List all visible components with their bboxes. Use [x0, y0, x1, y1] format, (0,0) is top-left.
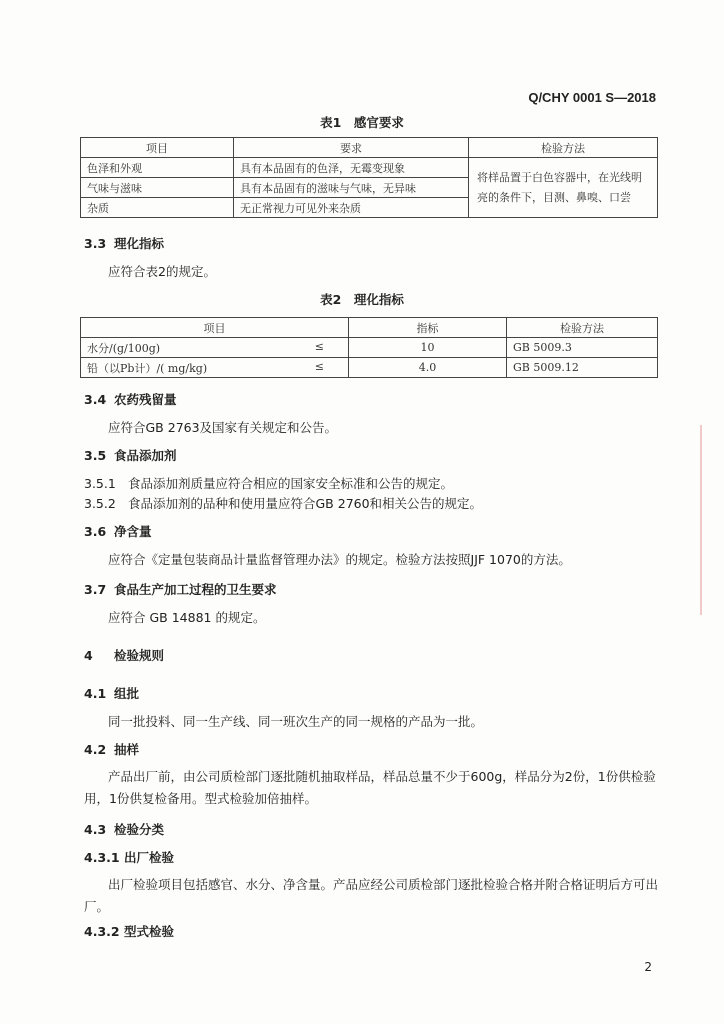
section-heading: 3.6 净含量: [84, 524, 152, 539]
section-heading: 4.1 组批: [84, 686, 140, 701]
page-number: 2: [644, 960, 652, 974]
paragraph: 出厂检验项目包括感官、水分、净含量。产品应经公司质检部门逐批检验合格并附合格证明后方可出厂。: [84, 877, 659, 914]
paragraph: 同一批投料、同一生产线、同一班次生产的同一规格的产品为一批。: [108, 714, 484, 729]
standard-code: Q/CHY 0001 S—2018: [528, 90, 656, 105]
table1-cell: 杂质: [81, 198, 234, 218]
section-heading: 3.7 食品生产加工过程的卫生要求: [84, 582, 277, 597]
table2-header: 项目: [81, 318, 349, 338]
table1-header: 项目: [81, 138, 234, 158]
table2-header: 指标: [349, 318, 507, 338]
table2-method: GB 5009.12: [507, 358, 658, 378]
seal-stamp: [700, 425, 724, 615]
section-heading: 4.3 检验分类: [84, 822, 165, 837]
paragraph: 产品出厂前，由公司质检部门逐批随机抽取样品，样品总量不少于600g，样品分为2份，1份供检验用，1份供复检备用。型式检验加倍抽样。: [84, 769, 656, 806]
section-heading: 3.3 理化指标: [84, 236, 165, 251]
table2-method: GB 5009.3: [507, 338, 658, 358]
table1-method: 将样品置于白色容器中，在光线明亮的条件下，目测、鼻嗅、口尝: [469, 158, 658, 218]
section-heading: 3.4 农药残留量: [84, 392, 177, 407]
table2-item: 水分/(g/100g) ≤: [81, 338, 349, 358]
table1-cell: 具有本品固有的色泽，无霉变现象: [234, 158, 469, 178]
table1-header: 检验方法: [469, 138, 658, 158]
table1-cell: 无正常视力可见外来杂质: [234, 198, 469, 218]
table2-item: 铅（以Pb计）/( mg/kg) ≤: [81, 358, 349, 378]
physchem-table: [80, 317, 658, 378]
list-item: 3.5.2 食品添加剂的品种和使用量应符合GB 2760和相关公告的规定。: [84, 496, 483, 511]
table2-caption: 表2 理化指标: [320, 292, 404, 307]
section-heading: 4.2 抽样: [84, 742, 140, 757]
paragraph: 应符合《定量包装商品计量监督管理办法》的规定。检验方法按照JJF 1070的方法。: [108, 552, 571, 567]
paragraph: 应符合表2的规定。: [108, 264, 216, 279]
table1-cell: 色泽和外观: [81, 158, 234, 178]
subsection-heading: 4.3.2 型式检验: [84, 924, 175, 939]
subsection-heading: 4.3.1 出厂检验: [84, 850, 175, 865]
table1-caption: 表1 感官要求: [320, 115, 404, 130]
sensory-table: [80, 137, 658, 218]
chapter-heading: 4 检验规则: [84, 648, 165, 663]
table1-header: 要求: [234, 138, 469, 158]
table1-cell: 具有本品固有的滋味与气味，无异味: [234, 178, 469, 198]
paragraph: 应符合GB 2763及国家有关规定和公告。: [108, 420, 338, 435]
table2-value: 10: [349, 338, 507, 358]
table2-value: 4.0: [349, 358, 507, 378]
table1-cell: 气味与滋味: [81, 178, 234, 198]
table2-header: 检验方法: [507, 318, 658, 338]
list-item: 3.5.1 食品添加剂质量应符合相应的国家安全标准和公告的规定。: [84, 476, 454, 491]
section-heading: 3.5 食品添加剂: [84, 448, 177, 463]
paragraph: 应符合 GB 14881 的规定。: [108, 610, 266, 625]
